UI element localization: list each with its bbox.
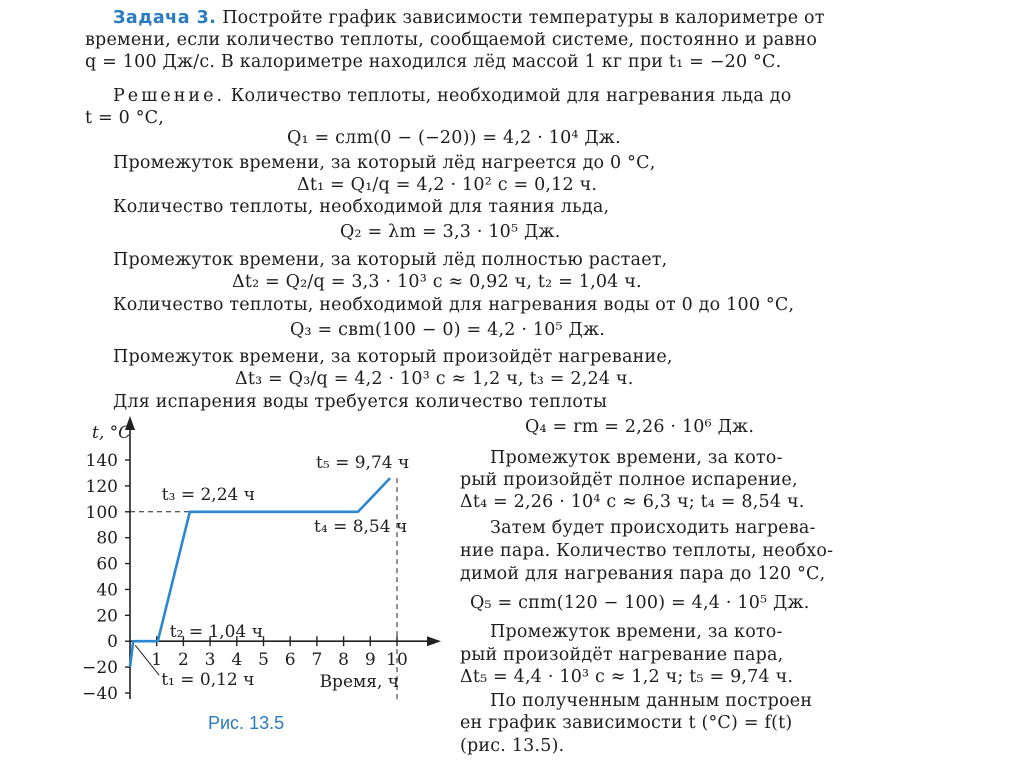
y-tick-label: −20: [82, 658, 118, 679]
solution-line-2: t = 0 °С,: [85, 108, 165, 128]
x-axis-arrow: [427, 636, 441, 646]
solution-label: Решение.: [113, 86, 226, 106]
solution-line-6: Количество теплоты, необходимой для таяния льда,: [113, 197, 610, 217]
right-line-10: Δt₅ = 4,4 · 10³ с ≈ 1,2 ч; t₅ = 9,74 ч.: [460, 667, 794, 687]
y-tick-label: 140: [85, 451, 118, 471]
y-tick-label: 40: [96, 580, 118, 601]
right-line-9: рый произойдёт нагревание пара,: [460, 645, 784, 665]
formula-q2: Q₂ = λm = 3,3 · 10⁵ Дж.: [340, 222, 561, 242]
y-tick-label: 60: [96, 554, 118, 575]
right-line-11: По полученным данным построен: [490, 691, 813, 711]
formula-dt2: Δt₂ = Q₂/q = 3,3 · 10³ с ≈ 0,92 ч, t₂ = 1,04 ч.: [232, 272, 642, 292]
problem-label: Задача 3.: [113, 8, 217, 28]
problem-text-1: Постройте график зависимости температуры в калориметре от: [222, 8, 825, 28]
y-tick-label: 0: [107, 632, 118, 653]
right-line-6: димой для нагревания пара до 120 °С,: [460, 564, 826, 584]
solution-line-8: Промежуток времени, за который лёд полностью растает,: [113, 250, 668, 270]
formula-dt1: Δt₁ = Q₁/q = 4,2 · 10² с = 0,12 ч.: [297, 175, 598, 195]
formula-q3: Q₃ = cвm(100 − 0) = 4,2 · 10⁵ Дж.: [290, 320, 606, 340]
right-line-2: рый произойдёт полное испарение,: [460, 470, 798, 490]
right-line-13: (рис. 13.5).: [460, 736, 565, 756]
y-tick-label: 80: [96, 528, 118, 549]
right-line-5: ние пара. Количество теплоты, необхо-: [460, 541, 834, 561]
solution-line-4: Промежуток времени, за который лёд нагреется до 0 °С,: [113, 153, 656, 173]
x-tick-label: 2: [177, 650, 189, 671]
problem-line-3: q = 100 Дж/с. В калориметре находился лёд массой 1 кг при t₁ = −20 °С.: [85, 52, 782, 72]
x-tick-label: 8: [338, 650, 350, 671]
y-tick-label: 120: [85, 476, 118, 497]
x-tick-label: 6: [284, 650, 296, 671]
right-line-12: ен график зависимости t (°С) = f(t): [460, 713, 793, 733]
formula-q1: Q₁ = cлm(0 − (−20)) = 4,2 · 10⁴ Дж.: [287, 128, 621, 148]
right-line-3: Δt₄ = 2,26 · 10⁴ с ≈ 6,3 ч; t₄ = 8,54 ч.: [460, 492, 805, 512]
annotation-label: t₅ = 9,74 ч: [316, 453, 410, 474]
solution-line-10: Количество теплоты, необходимой для нагревания воды от 0 до 100 °С,: [113, 295, 795, 315]
annotation-label: t₂ = 1,04 ч: [169, 622, 263, 643]
x-tick-label: 3: [204, 650, 216, 671]
figure-caption: Рис. 13.5: [208, 713, 285, 733]
formula-dt3: Δt₃ = Q₃/q = 4,2 · 10³ с ≈ 1,2 ч, t₃ = 2,24 ч.: [235, 369, 634, 389]
right-line-8: Промежуток времени, за кото-: [490, 622, 783, 642]
x-tick-label: 9: [364, 650, 376, 671]
y-tick-label: −40: [82, 684, 118, 704]
y-axis-label: t, °С: [92, 423, 132, 443]
x-tick-label: 4: [231, 650, 243, 671]
y-tick-label: 20: [96, 606, 118, 627]
x-tick-label: 7: [311, 650, 323, 671]
right-line-4: Затем будет происходить нагрева-: [490, 518, 816, 538]
formula-q5: Q₅ = cпm(120 − 100) = 4,4 · 10⁵ Дж.: [470, 593, 810, 613]
temperature-time-chart: [60, 408, 480, 728]
x-tick-label: 10: [386, 650, 408, 671]
x-tick-label: 1: [151, 650, 163, 671]
x-tick-label: 5: [258, 650, 269, 671]
formula-q4: Q₄ = rm = 2,26 · 10⁶ Дж.: [525, 417, 755, 437]
y-tick-label: 100: [85, 502, 118, 523]
solution-line-12: Промежуток времени, за который произойдёт нагревание,: [113, 347, 673, 367]
problem-line-1: [113, 8, 825, 28]
solution-text-1: Количество теплоты, необходимой для нагревания льда до: [230, 86, 792, 106]
x-axis-label: Время, ч: [319, 672, 399, 693]
annotation-label: t₁ = 0,12 ч: [161, 670, 255, 691]
problem-line-2: времени, если количество теплоты, сообщаемой системе, постоянно и равно: [85, 30, 818, 50]
annotation-label: t₄ = 8,54 ч: [314, 516, 408, 537]
right-line-1: Промежуток времени, за кото-: [490, 448, 783, 468]
solution-line-1: [113, 86, 791, 106]
annotation-label: t₃ = 2,24 ч: [161, 484, 256, 505]
solution-line-14: Для испарения воды требуется количество теплоты: [113, 392, 608, 412]
